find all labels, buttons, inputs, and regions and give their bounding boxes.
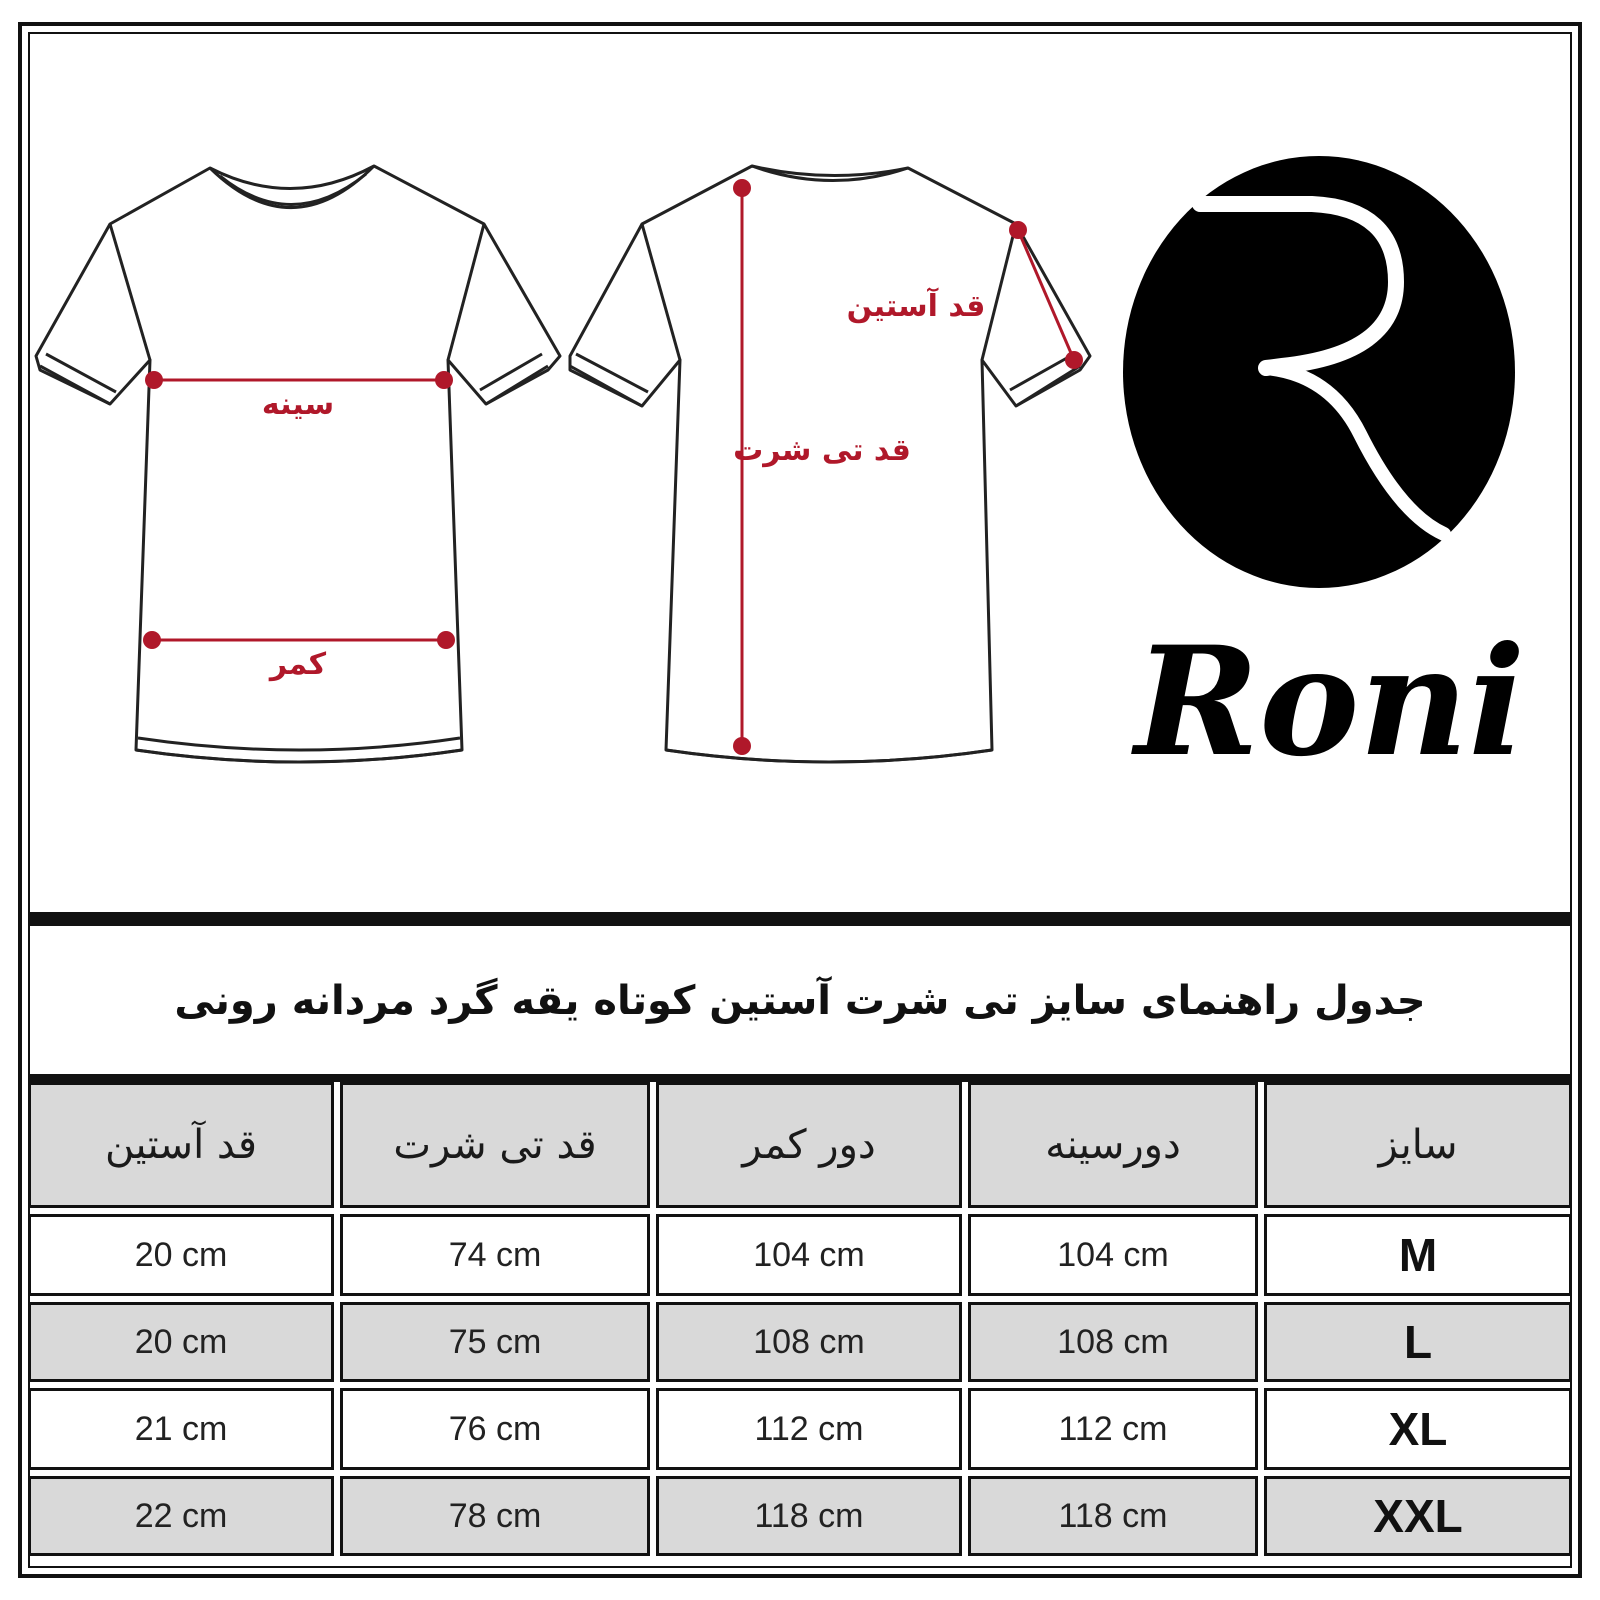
table-cell: 22 cm [28,1476,334,1556]
table-cell: 112 cm [656,1388,962,1470]
table-cell: 104 cm [656,1214,962,1296]
table-header-cell: دور کمر [656,1082,962,1208]
table-header-cell: سایز [1264,1082,1572,1208]
illustration-area [30,34,1570,914]
table-header-cell: قد تی شرت [340,1082,650,1208]
waist-label: کمر [269,647,327,682]
size-cell: XL [1264,1388,1572,1470]
sleeve-length-label: قد آستین [846,289,986,324]
table-cell: 108 cm [656,1302,962,1382]
title-box [30,928,1570,1074]
section-divider [28,1074,1572,1082]
table-cell: 104 cm [968,1214,1258,1296]
table-cell: 118 cm [968,1476,1258,1556]
table-cell: 76 cm [340,1388,650,1470]
table-cell: 108 cm [968,1302,1258,1382]
tshirt-diagram [30,34,1570,914]
brand-wordmark: Roni [1134,614,1526,790]
size-cell: M [1264,1214,1572,1296]
table-cell: 20 cm [28,1302,334,1382]
table-cell: 118 cm [656,1476,962,1556]
page-title: جدول راهنمای سایز تی شرت آستین کوتاه یقه گرد مردانه رونی [174,978,1426,1024]
chest-label: سینه [261,387,335,422]
section-divider [28,912,1572,926]
table-header-cell: دورسینه [968,1082,1258,1208]
table-cell: 75 cm [340,1302,650,1382]
table-header-cell: قد آستین [28,1082,334,1208]
table-cell: 112 cm [968,1388,1258,1470]
table-cell: 21 cm [28,1388,334,1470]
table-cell: 78 cm [340,1476,650,1556]
tshirt-length-label: قد تی شرت [733,433,911,468]
size-cell: L [1264,1302,1572,1382]
roni-logo [1123,156,1525,790]
size-cell: XXL [1264,1476,1572,1556]
table-cell: 74 cm [340,1214,650,1296]
table-cell: 20 cm [28,1214,334,1296]
